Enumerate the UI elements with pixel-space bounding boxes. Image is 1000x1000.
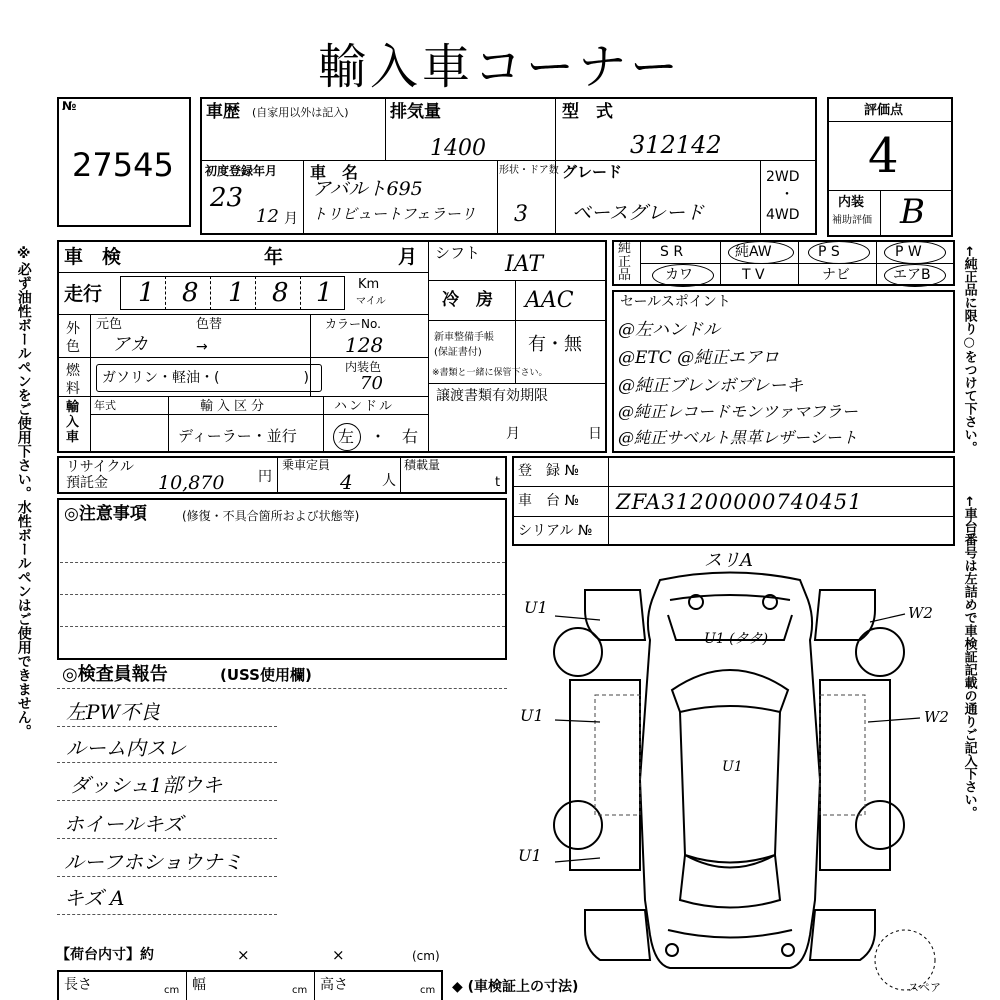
car-name-label: 車 名 xyxy=(310,163,359,182)
first-reg-year: 23 xyxy=(210,183,244,213)
warranty-label: 新車整備手帳 (保証書付) xyxy=(434,332,494,358)
damage-mark-left-front: U1 xyxy=(524,598,548,617)
transfer-label: 譲渡書類有効期限 xyxy=(436,388,548,404)
shaken-month-unit: 月 xyxy=(398,246,418,268)
width-cm: cm xyxy=(292,985,308,996)
equip-aw: 純AW xyxy=(735,244,772,260)
doors-label: 形状・ドア数 xyxy=(499,165,559,176)
repaint-arrow: → xyxy=(196,339,208,355)
history-label: 車歴 xyxy=(206,102,240,122)
inspector-line-3: ダッシュ1部ウキ xyxy=(70,773,223,797)
mileage-label: 走行 xyxy=(64,283,103,305)
shaken-label: 車 検 xyxy=(64,246,122,268)
model-label: 型 式 xyxy=(562,102,613,122)
grade-value: ベースグレード xyxy=(572,202,705,224)
score-label: 評価点 xyxy=(864,103,904,118)
model-year-label: 年式 xyxy=(94,399,116,412)
drive-2wd: 2WD xyxy=(766,169,800,185)
import-class-label: 輸入区分 xyxy=(200,399,269,414)
inspector-line-5: ルーフホショウナミ xyxy=(64,850,243,874)
length-cm: cm xyxy=(164,985,180,996)
mileage-digit-4: 8 xyxy=(272,278,289,308)
equip-sr: S R xyxy=(660,244,684,260)
handle-label: ハンドル xyxy=(334,399,395,414)
chassis-label: 車 台 № xyxy=(518,493,580,509)
drive-dot: ・ xyxy=(780,187,794,203)
length-label: 長さ xyxy=(64,977,92,993)
mileage-digit-5: 1 xyxy=(316,278,333,308)
cargo-note: ◆ (車検証上の寸法) xyxy=(452,979,579,995)
repaint-label: 色替 xyxy=(196,317,223,332)
shift-value: IAT xyxy=(505,252,544,277)
damage-mark-front: スリA xyxy=(704,550,753,571)
drive-4wd: 4WD xyxy=(766,207,800,223)
recycle-yen: 円 xyxy=(258,469,272,485)
inspector-line-2: ルーム内スレ xyxy=(66,736,186,760)
damage-mark-right-front: W2 xyxy=(908,604,933,622)
inspector-line-4: ホイールキズ xyxy=(64,812,184,836)
equip-pw: P W xyxy=(895,244,922,260)
notes-subtitle: (修復・不具合箇所および状態等) xyxy=(182,509,360,523)
inspector-line-1: 左PW不良 xyxy=(66,700,161,724)
car-name-1: アバルト695 xyxy=(312,178,423,200)
damage-mark-roof: U1 xyxy=(722,759,743,775)
damage-mark-hood: U1 (タタ) xyxy=(704,631,769,647)
import-class-value: ディーラー・並行 xyxy=(178,427,297,445)
handle-value: 左 ・ 右 xyxy=(338,427,419,446)
damage-mark-left-mid: U1 xyxy=(520,706,544,725)
warranty-note: ※書類と一緒に保管下さい。 xyxy=(432,368,548,378)
interior-value: B xyxy=(900,192,925,232)
interior-label: 内装 xyxy=(838,195,865,210)
interior-color-value: 70 xyxy=(360,373,383,394)
cargo-x2: × xyxy=(332,946,345,964)
fuel-options: ガソリン・軽油・( ) xyxy=(102,370,309,386)
inspector-subtitle: (USS使用欄) xyxy=(220,666,312,684)
import-label: 輸入車 xyxy=(66,400,80,445)
first-reg-month-unit: 月 xyxy=(284,211,298,227)
notes-title: ◎注意事項 xyxy=(64,504,147,524)
lot-prefix: № xyxy=(62,99,77,113)
cargo-grid xyxy=(57,970,443,1000)
shaken-year-unit: 年 xyxy=(264,246,284,268)
equip-navi: ナビ xyxy=(822,267,850,283)
capacity-value: 4 xyxy=(340,470,353,494)
lot-number: 27545 xyxy=(72,146,174,184)
equip-tv: T V xyxy=(742,267,765,283)
page-title: 輸入車コーナー xyxy=(317,39,682,95)
mileage-digit-1: 1 xyxy=(138,278,155,308)
mileage-digit-2: 8 xyxy=(182,278,199,308)
model-value: 312142 xyxy=(630,131,722,159)
first-reg-label: 初度登録年月 xyxy=(205,164,278,178)
first-reg-month: 12 xyxy=(256,206,279,227)
spare-label: スペア xyxy=(908,981,941,994)
height-label: 高さ xyxy=(320,977,348,993)
interior-sub: 補助評価 xyxy=(832,215,872,226)
chassis-value: ZFA31200000740451 xyxy=(616,490,863,514)
ac-value: AAC xyxy=(525,288,574,313)
recycle-value: 10,870 xyxy=(158,472,225,494)
cargo-x1: × xyxy=(237,946,250,964)
equip-airbag: エアB xyxy=(893,267,931,283)
history-note: (自家用以外は記入) xyxy=(252,106,349,119)
serial-label: シリアル № xyxy=(518,523,593,539)
sales-point-3: @純正ブレンボブレーキ xyxy=(618,376,804,396)
cargo-label: 【荷台内寸】約 xyxy=(56,947,154,963)
score-value: 4 xyxy=(868,128,899,184)
sales-point-2: @ETC @純正エアロ xyxy=(618,348,780,368)
doors-value: 3 xyxy=(514,202,528,227)
load-label: 積載量 xyxy=(404,458,441,472)
ac-label: 冷 房 xyxy=(442,290,493,310)
mileage-digit-3: 1 xyxy=(228,278,245,308)
transfer-month: 月 xyxy=(506,426,520,442)
fuel-label: 燃料 xyxy=(66,363,80,398)
right-side-note-2: ←車台番号は左詰めで車検証記載の通りご記入下さい。 xyxy=(961,496,977,819)
mile-label: マイル xyxy=(356,296,386,307)
damage-mark-right-mid: W2 xyxy=(924,708,949,726)
damage-mark-left-rear: U1 xyxy=(518,846,542,865)
equip-leather: カワ xyxy=(665,267,693,283)
recycle-label: リサイクル 預託金 xyxy=(66,459,135,492)
inspector-line-6: キズ A xyxy=(64,886,125,910)
height-cm: cm xyxy=(420,985,436,996)
capacity-unit: 人 xyxy=(382,473,396,489)
displacement-value: 1400 xyxy=(430,136,486,161)
cargo-unit: (cm) xyxy=(412,949,440,963)
left-side-note: ※必ず油性ボールペンをご使用下さい。水性ボールペンはご使用できません。 xyxy=(15,246,32,738)
sales-points-label: セールスポイント xyxy=(620,294,731,310)
interior-color-label: 内装色 xyxy=(345,360,382,374)
sales-point-5: @純正サベルト黒革レザーシート xyxy=(618,428,858,447)
reg-no-label: 登 録 № xyxy=(518,463,580,479)
equip-ps: P S xyxy=(818,244,840,260)
warranty-value: 有・無 xyxy=(528,334,582,355)
color-no-label: カラーNo. xyxy=(325,317,381,331)
sales-point-4: @純正レコードモンツァマフラー xyxy=(618,402,858,421)
load-unit: t xyxy=(495,475,501,490)
exterior-label: 外色 xyxy=(66,321,80,356)
width-label: 幅 xyxy=(192,977,206,993)
shift-label: シフト xyxy=(435,244,481,262)
original-color-label: 元色 xyxy=(96,317,123,332)
grade-label: グレード xyxy=(562,163,623,181)
car-name-2: トリビュートフェラーリ xyxy=(312,205,476,223)
inspector-title: ◎検査員報告 xyxy=(62,664,168,685)
km-label: Km xyxy=(358,277,380,292)
right-side-note-1: ←純正品に限り○をつけて下さい。 xyxy=(961,246,977,454)
color-no-value: 128 xyxy=(345,333,384,357)
transfer-day: 日 xyxy=(588,426,602,442)
sales-point-1: @左ハンドル xyxy=(618,320,720,340)
original-color-value: アカ xyxy=(112,334,148,355)
equipment-label: 純正品 xyxy=(618,241,632,284)
capacity-label: 乗車定員 xyxy=(282,458,331,472)
displacement-label: 排気量 xyxy=(390,102,441,122)
